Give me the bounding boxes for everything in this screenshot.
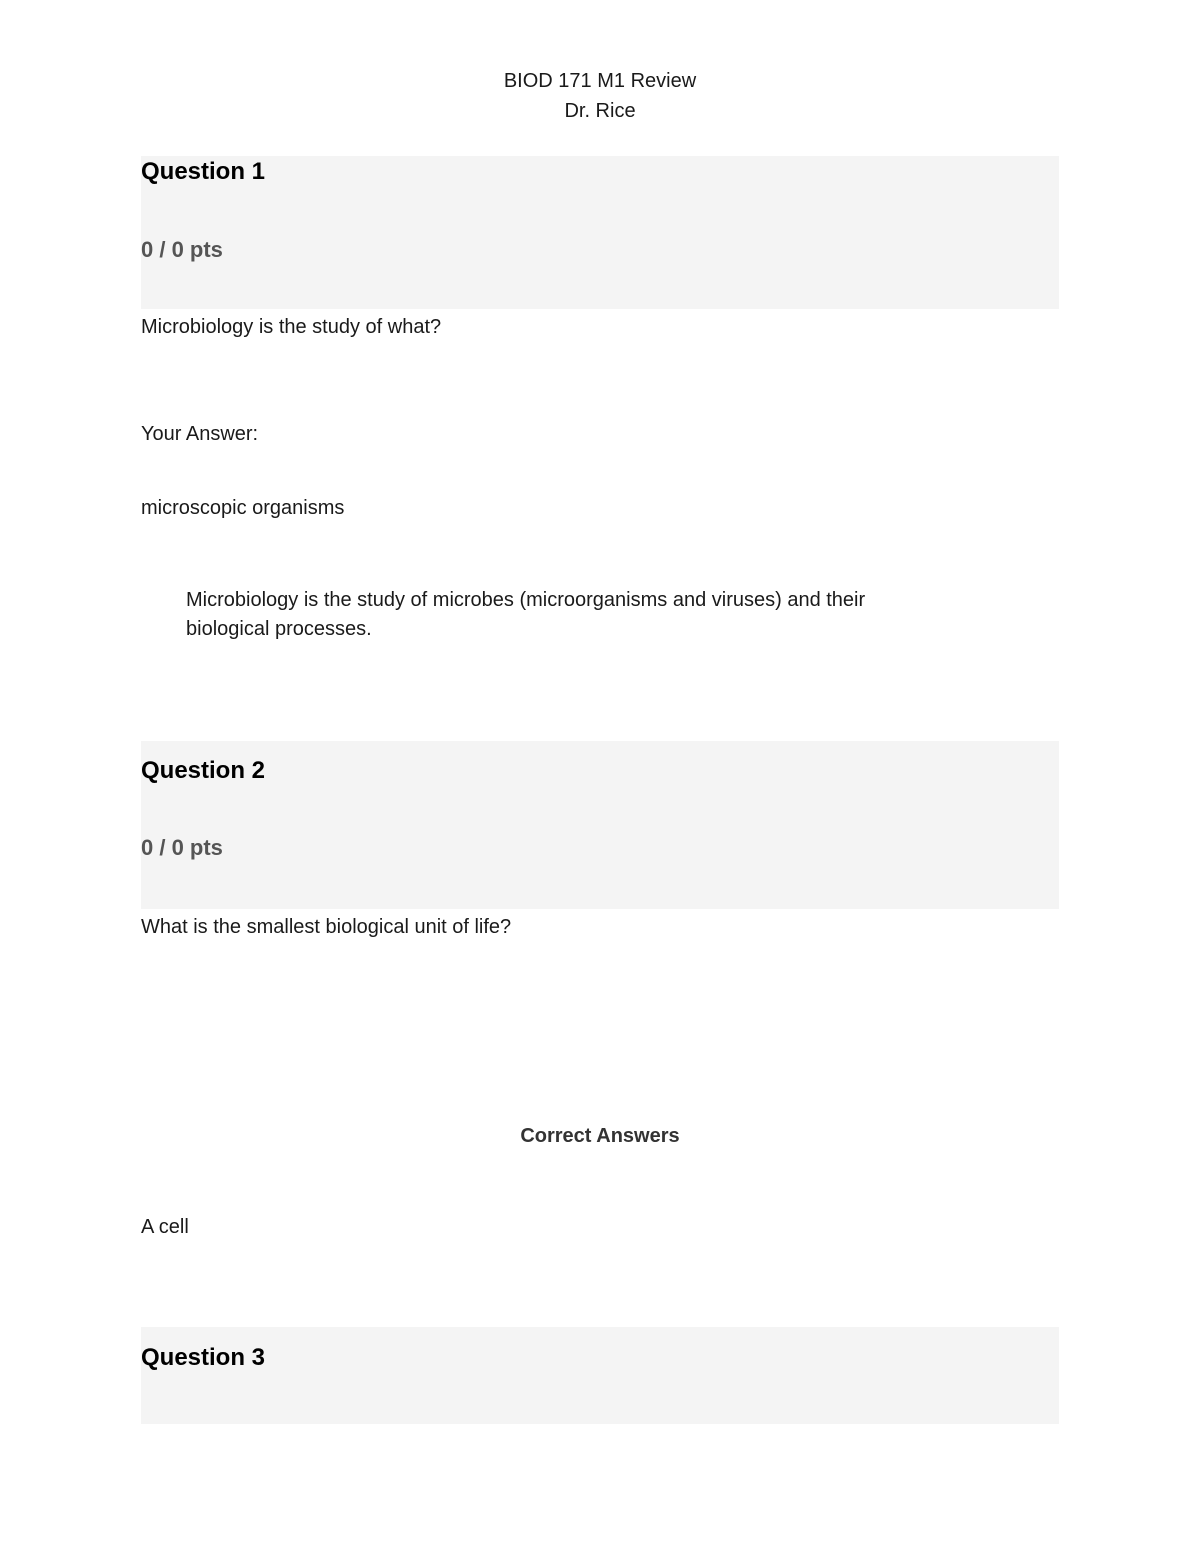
question-2-title: Question 2 — [141, 757, 266, 784]
question-2-points: 0 / 0 pts — [141, 835, 223, 860]
question-1-answer: microscopic organisms — [141, 497, 345, 519]
question-2-prompt: What is the smallest biological unit of life? — [141, 916, 512, 938]
question-1-answer-label: Your Answer: — [141, 423, 259, 445]
question-1-prompt: Microbiology is the study of what? — [141, 316, 442, 338]
question-1-points: 0 / 0 pts — [141, 237, 223, 262]
question-3-title: Question 3 — [141, 1344, 266, 1371]
question-3-header — [141, 1327, 1059, 1424]
question-2-header — [141, 741, 1059, 909]
document-author: Dr. Rice — [564, 100, 636, 122]
question-2-correct-answer: A cell — [141, 1216, 189, 1238]
question-1-title: Question 1 — [141, 158, 266, 185]
question-1-header — [141, 156, 1059, 309]
correct-answers-heading: Correct Answers — [520, 1125, 680, 1147]
document-title: BIOD 171 M1 Review — [503, 70, 697, 92]
question-1-explanation: Microbiology is the study of microbes (microorganisms and viruses) and their biological processes. — [186, 589, 866, 640]
